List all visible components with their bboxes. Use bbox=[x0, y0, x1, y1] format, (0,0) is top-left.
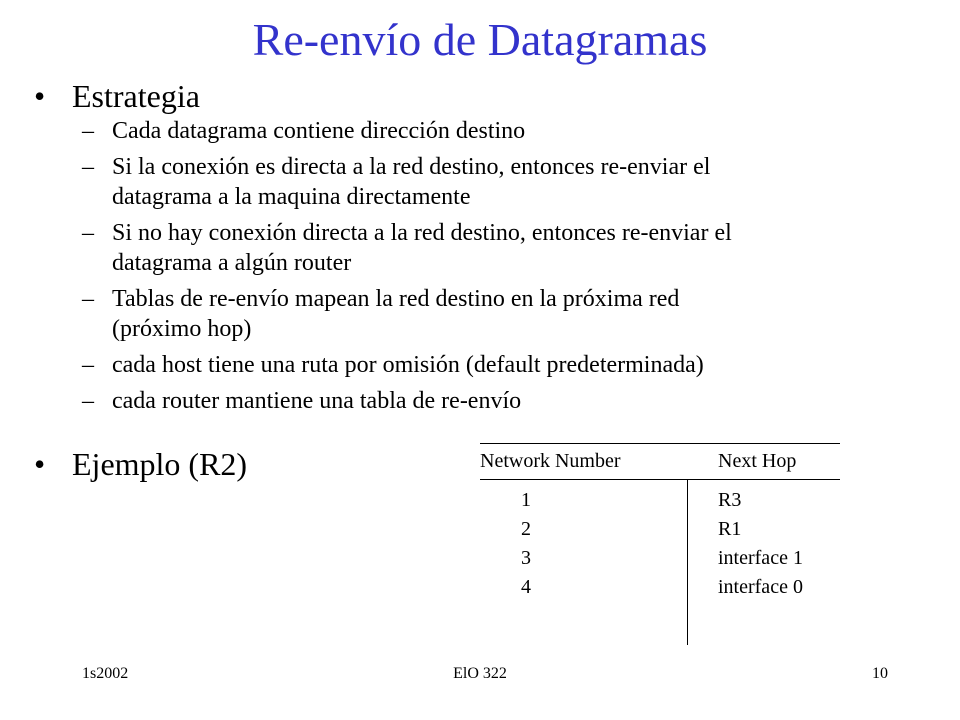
header-network-number: Network Number bbox=[480, 450, 621, 472]
sub-item-line: (próximo hop) bbox=[112, 316, 252, 342]
cell-next-hop: interface 1 bbox=[718, 547, 803, 569]
cell-next-hop: R1 bbox=[718, 518, 742, 540]
bullet-label: Ejemplo (R2) bbox=[72, 446, 248, 482]
footer-page-number: 10 bbox=[872, 665, 888, 682]
sub-item-line: Cada datagrama contiene dirección destino bbox=[112, 118, 526, 144]
forwarding-table bbox=[480, 443, 840, 602]
sub-item-line: cada router mantiene una tabla de re-envío bbox=[112, 388, 522, 414]
table-row bbox=[480, 515, 840, 544]
bullet-dot-icon: • bbox=[34, 78, 46, 114]
sub-item bbox=[82, 152, 952, 212]
bullet-dot-icon: • bbox=[34, 446, 46, 482]
cell-network: 1 bbox=[521, 489, 531, 511]
table-top-rule bbox=[480, 443, 840, 444]
table-row bbox=[480, 544, 840, 573]
dash-icon: – bbox=[82, 220, 94, 246]
footer-course: ElO 322 bbox=[453, 665, 507, 682]
table-header-row bbox=[480, 447, 840, 475]
table-body bbox=[480, 480, 840, 602]
dash-icon: – bbox=[82, 286, 94, 312]
dash-icon: – bbox=[82, 154, 94, 180]
bullet-estrategia bbox=[34, 76, 200, 116]
dash-icon: – bbox=[82, 118, 94, 144]
slide-title: Re-envío de Datagramas bbox=[252, 14, 708, 65]
footer-date: 1s2002 bbox=[82, 665, 129, 682]
bullet-label: Estrategia bbox=[72, 78, 200, 114]
cell-next-hop: interface 0 bbox=[718, 576, 803, 598]
sub-item bbox=[82, 284, 952, 344]
table-row bbox=[480, 573, 840, 602]
sub-item bbox=[82, 350, 952, 380]
dash-icon: – bbox=[82, 388, 94, 414]
strategy-sub-list bbox=[82, 116, 952, 422]
sub-item-line: Tablas de re-envío mapean la red destino en la próxima red bbox=[112, 286, 680, 312]
sub-item bbox=[82, 116, 952, 146]
dash-icon: – bbox=[82, 352, 94, 378]
cell-next-hop: R3 bbox=[718, 489, 742, 511]
cell-network: 3 bbox=[521, 547, 531, 569]
cell-network: 4 bbox=[521, 576, 531, 598]
sub-item bbox=[82, 218, 952, 278]
sub-item bbox=[82, 386, 952, 416]
sub-item-line: cada host tiene una ruta por omisión (default predeterminada) bbox=[112, 352, 704, 378]
sub-item-line: datagrama a la maquina directamente bbox=[112, 184, 471, 210]
sub-item-line: Si la conexión es directa a la red destino, entonces re-enviar el bbox=[112, 154, 711, 180]
sub-item-line: Si no hay conexión directa a la red destino, entonces re-enviar el bbox=[112, 220, 732, 246]
table-row bbox=[480, 486, 840, 515]
cell-network: 2 bbox=[521, 518, 531, 540]
header-next-hop: Next Hop bbox=[718, 450, 797, 472]
bullet-ejemplo bbox=[34, 444, 247, 484]
sub-item-line: datagrama a algún router bbox=[112, 250, 352, 276]
